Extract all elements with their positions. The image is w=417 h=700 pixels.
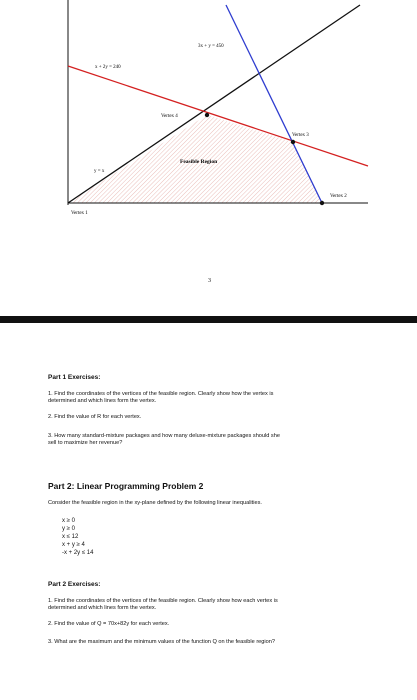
vertex-3-point <box>291 140 295 144</box>
part2-question-2: 2. Find the value of Q = 70x+82y for each vertex. <box>48 621 170 627</box>
inequality-4: x + y ≥ 4 <box>62 542 85 548</box>
vertex-4-point <box>205 113 209 117</box>
exercises-page <box>0 323 417 700</box>
part2-question-3: 3. What are the maximum and the minimum values of the function Q on the feasible region? <box>48 639 275 645</box>
vertex-1-label: Vertex 1 <box>71 211 88 216</box>
part1-question-2: 2. Find the value of R for each vertex. <box>48 414 142 420</box>
part2-question-1-line-2: determined and which lines form the vertex. <box>48 605 157 611</box>
problem2-intro: Consider the feasible region in the xy-plane defined by the following linear inequalities. <box>48 500 262 506</box>
inequality-3: x ≤ 12 <box>62 534 79 540</box>
inequality-1: x ≥ 0 <box>62 518 75 524</box>
part2-heading: Part 2 Exercises: <box>48 581 101 588</box>
feasible-region-label: Feasible Region <box>180 159 218 165</box>
vertex-3-label: Vertex 3 <box>292 133 309 138</box>
graph-page <box>0 0 417 316</box>
vertex-2-label: Vertex 2 <box>330 194 347 199</box>
part1-question-1-line-1: 1. Find the coordinates of the vertices of the feasible region. Clearly show how the vertex is <box>48 391 274 397</box>
vertex-2-point <box>320 201 324 205</box>
part2-question-1-line-1: 1. Find the coordinates of the vertices of the feasible region. Clearly show how each vertex is <box>48 598 278 604</box>
problem2-title: Part 2: Linear Programming Problem 2 <box>48 481 204 491</box>
inequality-2: y ≥ 0 <box>62 526 75 532</box>
page-divider <box>0 316 417 323</box>
part1-question-1-line-2: determined and which lines form the vertex. <box>48 398 157 404</box>
part1-question-3-line-2: sell to maximize her revenue? <box>48 440 123 446</box>
vertex-4-label: Vertex 4 <box>161 114 178 119</box>
equation-3x-y-label: 3x + y = 450 <box>198 44 224 49</box>
part1-question-3-line-1: 3. How many standard-mixture packages and how many deluxe-mixture packages should she <box>48 433 280 439</box>
equation-x-2y-label: x + 2y = 240 <box>95 65 121 70</box>
feasible-region-graph <box>0 0 417 316</box>
equation-y-x-label: y = x <box>94 169 105 174</box>
part1-heading: Part 1 Exercises: <box>48 374 101 381</box>
page-number: 3 <box>208 278 211 284</box>
inequality-5: -x + 2y ≤ 14 <box>62 550 94 556</box>
